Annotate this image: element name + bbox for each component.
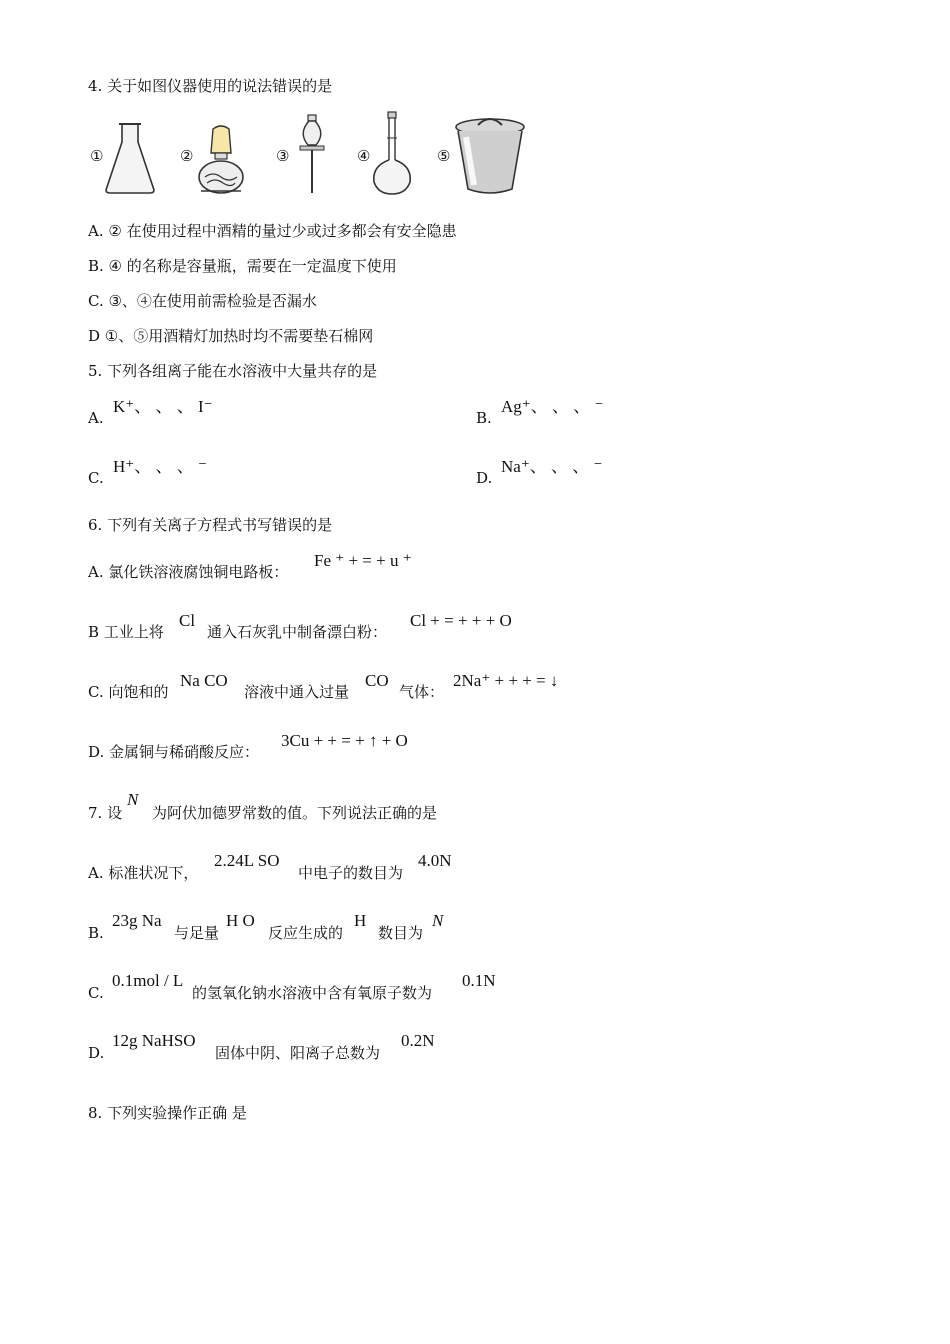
q7-option-d-letter: D. (88, 1044, 105, 1062)
q7-option-b-letter: B. (88, 924, 104, 942)
q7-option-d-formula-2: 0.2N (401, 1031, 435, 1050)
question-5-stem: 5. 下列各组离子能在水溶液中大量共存的是 (88, 362, 378, 380)
q4-option-c: C. ③、④在使用前需检验是否漏水 (88, 292, 317, 310)
q5-option-d-letter: D. (476, 469, 493, 487)
question-4-stem: 4. 关于如图仪器使用的说法错误的是 (88, 77, 333, 95)
q6-option-b-formula-cl2: Cl (179, 611, 196, 630)
q5-option-c-letter: C. (88, 469, 104, 487)
q7-option-b-text-1: 与足量 (174, 924, 220, 942)
q7-option-b-formula-4: N (432, 911, 444, 930)
separatory-funnel-icon (296, 113, 328, 197)
apparatus-label-5: ⑤ (437, 147, 451, 165)
apparatus-label-3: ③ (276, 147, 290, 165)
q6-option-b-text-1: B 工业上将 (88, 623, 164, 641)
q5-option-d-formula: Na⁺、 、 、 ⁻ (501, 457, 603, 476)
q6-option-b-text-2: 通入石灰乳中制备漂白粉： (207, 623, 388, 641)
q7-option-b-formula-1: 23g Na (112, 911, 162, 930)
q5-option-b-formula: Ag⁺、 、 、 ⁻ (501, 397, 604, 416)
q5-option-a-formula: K⁺、 、 、 I⁻ (113, 397, 213, 416)
q6-option-d-equation: 3Cu + + = + ↑ + O (281, 731, 408, 750)
q7-option-c-formula-2: 0.1N (462, 971, 496, 990)
apparatus-label-4: ④ (357, 147, 371, 165)
q4-option-d: D ①、⑤用酒精灯加热时均不需要垫石棉网 (88, 327, 374, 345)
q7-option-a-formula-1: 2.24L SO (214, 851, 280, 870)
q7-option-d-text: 固体中阴、阳离子总数为 (215, 1044, 381, 1062)
q7-option-b-formula-2: H O (226, 911, 255, 930)
q4-option-b: B. ④ 的名称是容量瓶，需要在一定温度下使用 (88, 257, 397, 275)
q6-option-c-text-3: 气体： (399, 683, 445, 701)
q7-option-a-letter: A. 标准状况下， (88, 864, 199, 882)
q7-option-a-text: 中电子的数目为 (298, 864, 404, 882)
q5-option-a-letter: A. (88, 409, 104, 427)
q6-option-b-equation: Cl + = + + + O (410, 611, 512, 630)
q6-option-a-text: A. 氯化铁溶液腐蚀铜电路板： (88, 563, 289, 581)
question-6-stem: 6. 下列有关离子方程式书写错误的是 (88, 516, 333, 534)
q6-option-c-text-2: 溶液中通入过量 (244, 683, 350, 701)
volumetric-flask-icon (370, 110, 414, 196)
q6-option-c-formula-co2: CO (365, 671, 389, 690)
q6-option-d-text: D. 金属铜与稀硝酸反应： (88, 743, 260, 761)
q7-symbol-na: N (127, 790, 139, 809)
question-7-stem-b: 为阿伏加德罗常数的值。下列说法正确的是 (152, 804, 438, 822)
apparatus-label-2: ② (180, 147, 194, 165)
q4-option-a: A. ② 在使用过程中酒精的量过少或过多都会有安全隐患 (88, 222, 457, 240)
q6-option-c-text-1: C. 向饱和的 (88, 683, 169, 701)
q7-option-b-text-3: 数目为 (378, 924, 424, 942)
q7-option-b-formula-3: H (354, 911, 367, 930)
question-7-stem-a: 7. 设 (88, 804, 123, 822)
question-8-stem: 8. 下列实验操作正确 是 (88, 1104, 247, 1122)
q7-option-d-formula-1: 12g NaHSO (112, 1031, 196, 1050)
alcohol-lamp-icon (195, 125, 247, 195)
apparatus-label-1: ① (90, 147, 104, 165)
q7-option-c-text: 的氢氧化钠水溶液中含有氧原子数为 (192, 984, 433, 1002)
q7-option-a-formula-2: 4.0N (418, 851, 452, 870)
q5-option-b-letter: B. (476, 409, 492, 427)
q6-option-c-formula-na2co3: Na CO (180, 671, 228, 690)
q7-option-c-formula-1: 0.1mol / L (112, 971, 184, 990)
q6-option-c-equation: 2Na⁺ + + + = ↓ (453, 671, 559, 690)
q6-option-a-equation: Fe ⁺ + = + u ⁺ (314, 551, 412, 570)
conical-flask-icon (102, 120, 158, 196)
q7-option-c-letter: C. (88, 984, 104, 1002)
q5-option-c-formula: H⁺、 、 、 ⁻ (113, 457, 207, 476)
q7-option-b-text-2: 反应生成的 (268, 924, 344, 942)
crucible-icon (452, 113, 528, 195)
